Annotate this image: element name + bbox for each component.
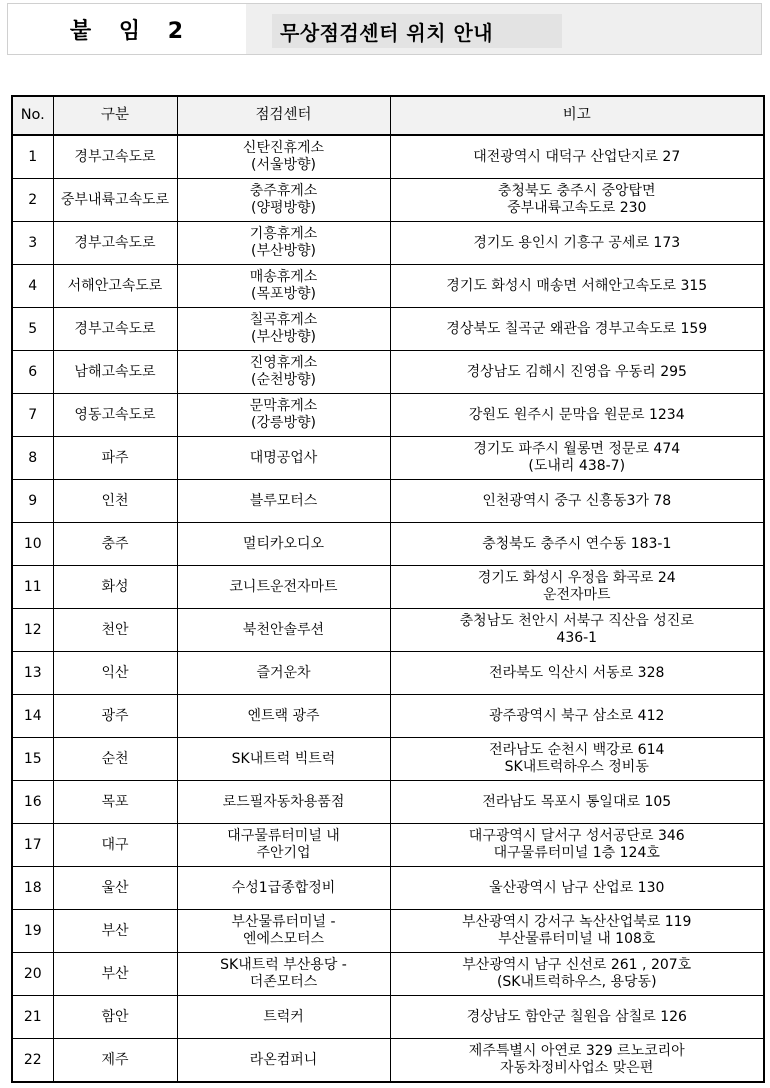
category-cell: 제주 [53,1039,177,1083]
center-name-cell: 진영휴게소 (순천방향) [177,351,390,394]
center-name-cell: 부산물류터미널 - 엔에스모터스 [177,910,390,953]
center-name-cell: 신탄진휴게소 (서울방향) [177,135,390,179]
category-cell: 남해고속도로 [53,351,177,394]
category-cell: 파주 [53,437,177,480]
table-row [12,824,764,867]
table-row [12,652,764,695]
center-name-cell: 로드필자동차용품점 [177,781,390,824]
category-cell: 영동고속도로 [53,394,177,437]
address-cell: 부산광역시 강서구 녹산산업북로 119 부산물류터미널 내 108호 [390,910,764,953]
center-name-cell: 코니트운전자마트 [177,566,390,609]
column-header-note: 비고 [390,96,764,135]
row-number-cell: 9 [12,480,53,523]
center-name-cell: 블루모터스 [177,480,390,523]
table-row [12,738,764,781]
category-cell: 천안 [53,609,177,652]
center-name-cell: 멀티카오디오 [177,523,390,566]
row-number-cell: 8 [12,437,53,480]
column-header-center: 점검센터 [177,96,390,135]
center-name-cell: 칠곡휴게소 (부산방향) [177,308,390,351]
address-cell: 부산광역시 남구 신선로 261 , 207호 (SK내트럭하우스, 용당동) [390,953,764,996]
address-cell: 충청북도 충주시 연수동 183-1 [390,523,764,566]
address-cell: 경상북도 칠곡군 왜관읍 경부고속도로 159 [390,308,764,351]
center-name-cell: 수성1급종합정비 [177,867,390,910]
table-row [12,781,764,824]
row-number-cell: 15 [12,738,53,781]
row-number-cell: 20 [12,953,53,996]
table-body [12,135,764,1082]
attachment-tag [8,4,246,54]
address-cell: 경상남도 함안군 칠원읍 삼칠로 126 [390,996,764,1039]
table-row [12,135,764,179]
center-name-cell: 충주휴게소 (양평방향) [177,179,390,222]
center-name-cell: 즐거운차 [177,652,390,695]
table-row [12,910,764,953]
address-cell: 울산광역시 남구 산업로 130 [390,867,764,910]
table-row [12,867,764,910]
row-number-cell: 5 [12,308,53,351]
category-cell: 울산 [53,867,177,910]
address-cell: 인천광역시 중구 신흥동3가 78 [390,480,764,523]
address-cell: 제주특별시 아연로 329 르노코리아 자동차정비사업소 맞은편 [390,1039,764,1083]
address-cell: 경기도 용인시 기흥구 공세로 173 [390,222,764,265]
row-number-cell: 14 [12,695,53,738]
address-cell: 경기도 파주시 월롱면 정문로 474 (도내리 438-7) [390,437,764,480]
row-number-cell: 12 [12,609,53,652]
row-number-cell: 13 [12,652,53,695]
category-cell: 부산 [53,910,177,953]
center-name-cell: 대구물류터미널 내 주안기업 [177,824,390,867]
center-name-cell: 라온컴퍼니 [177,1039,390,1083]
table-row [12,437,764,480]
address-cell: 전라북도 익산시 서동로 328 [390,652,764,695]
table-row [12,609,764,652]
category-cell: 인천 [53,480,177,523]
table-row [12,523,764,566]
table-row [12,265,764,308]
category-cell: 순천 [53,738,177,781]
center-name-cell: 문막휴게소 (강릉방향) [177,394,390,437]
center-name-cell: 기흥휴게소 (부산방향) [177,222,390,265]
category-cell: 목포 [53,781,177,824]
address-cell: 경상남도 김해시 진영읍 우동리 295 [390,351,764,394]
category-cell: 함안 [53,996,177,1039]
row-number-cell: 7 [12,394,53,437]
center-name-cell: SK내트럭 부산용당 - 더존모터스 [177,953,390,996]
row-number-cell: 3 [12,222,53,265]
category-cell: 화성 [53,566,177,609]
row-number-cell: 17 [12,824,53,867]
table-row [12,695,764,738]
row-number-cell: 1 [12,135,53,179]
row-number-cell: 16 [12,781,53,824]
header-title-area [246,4,761,54]
attachment-tag-label: 붙 임 2 [69,18,185,44]
category-cell: 서해안고속도로 [53,265,177,308]
address-cell: 대구광역시 달서구 성서공단로 346 대구물류터미널 1층 124호 [390,824,764,867]
table-row [12,179,764,222]
center-name-cell: 대명공업사 [177,437,390,480]
category-cell: 경부고속도로 [53,222,177,265]
table-row [12,351,764,394]
row-number-cell: 6 [12,351,53,394]
center-name-cell: 트럭커 [177,996,390,1039]
category-cell: 경부고속도로 [53,135,177,179]
center-name-cell: SK내트럭 빅트럭 [177,738,390,781]
document-header [7,3,762,55]
column-header-category: 구분 [53,96,177,135]
table-header-row [12,96,764,135]
row-number-cell: 22 [12,1039,53,1083]
table-row [12,996,764,1039]
table-row [12,1039,764,1083]
category-cell: 대구 [53,824,177,867]
row-number-cell: 19 [12,910,53,953]
table-row [12,953,764,996]
row-number-cell: 18 [12,867,53,910]
address-cell: 충청북도 충주시 중앙탑면 중부내륙고속도로 230 [390,179,764,222]
row-number-cell: 21 [12,996,53,1039]
address-cell: 전라남도 목포시 통일대로 105 [390,781,764,824]
table-row [12,480,764,523]
center-name-cell: 매송휴게소 (목포방향) [177,265,390,308]
address-cell: 전라남도 순천시 백강로 614 SK내트럭하우스 정비동 [390,738,764,781]
row-number-cell: 10 [12,523,53,566]
category-cell: 익산 [53,652,177,695]
category-cell: 경부고속도로 [53,308,177,351]
category-cell: 부산 [53,953,177,996]
category-cell: 광주 [53,695,177,738]
service-center-table [11,95,765,1083]
address-cell: 광주광역시 북구 삼소로 412 [390,695,764,738]
address-cell: 대전광역시 대덕구 산업단지로 27 [390,135,764,179]
category-cell: 충주 [53,523,177,566]
center-name-cell: 북천안솔루션 [177,609,390,652]
table-row [12,308,764,351]
table-row [12,394,764,437]
row-number-cell: 11 [12,566,53,609]
address-cell: 충청남도 천안시 서북구 직산읍 성진로 436-1 [390,609,764,652]
address-cell: 강원도 원주시 문막읍 원문로 1234 [390,394,764,437]
address-cell: 경기도 화성시 매송면 서해안고속도로 315 [390,265,764,308]
category-cell: 중부내륙고속도로 [53,179,177,222]
row-number-cell: 2 [12,179,53,222]
row-number-cell: 4 [12,265,53,308]
table-row [12,566,764,609]
table-row [12,222,764,265]
center-name-cell: 엔트랙 광주 [177,695,390,738]
column-header-no: No. [12,96,53,135]
page-title: 무상점검센터 위치 안내 [272,14,562,48]
address-cell: 경기도 화성시 우정읍 화곡로 24 운전자마트 [390,566,764,609]
